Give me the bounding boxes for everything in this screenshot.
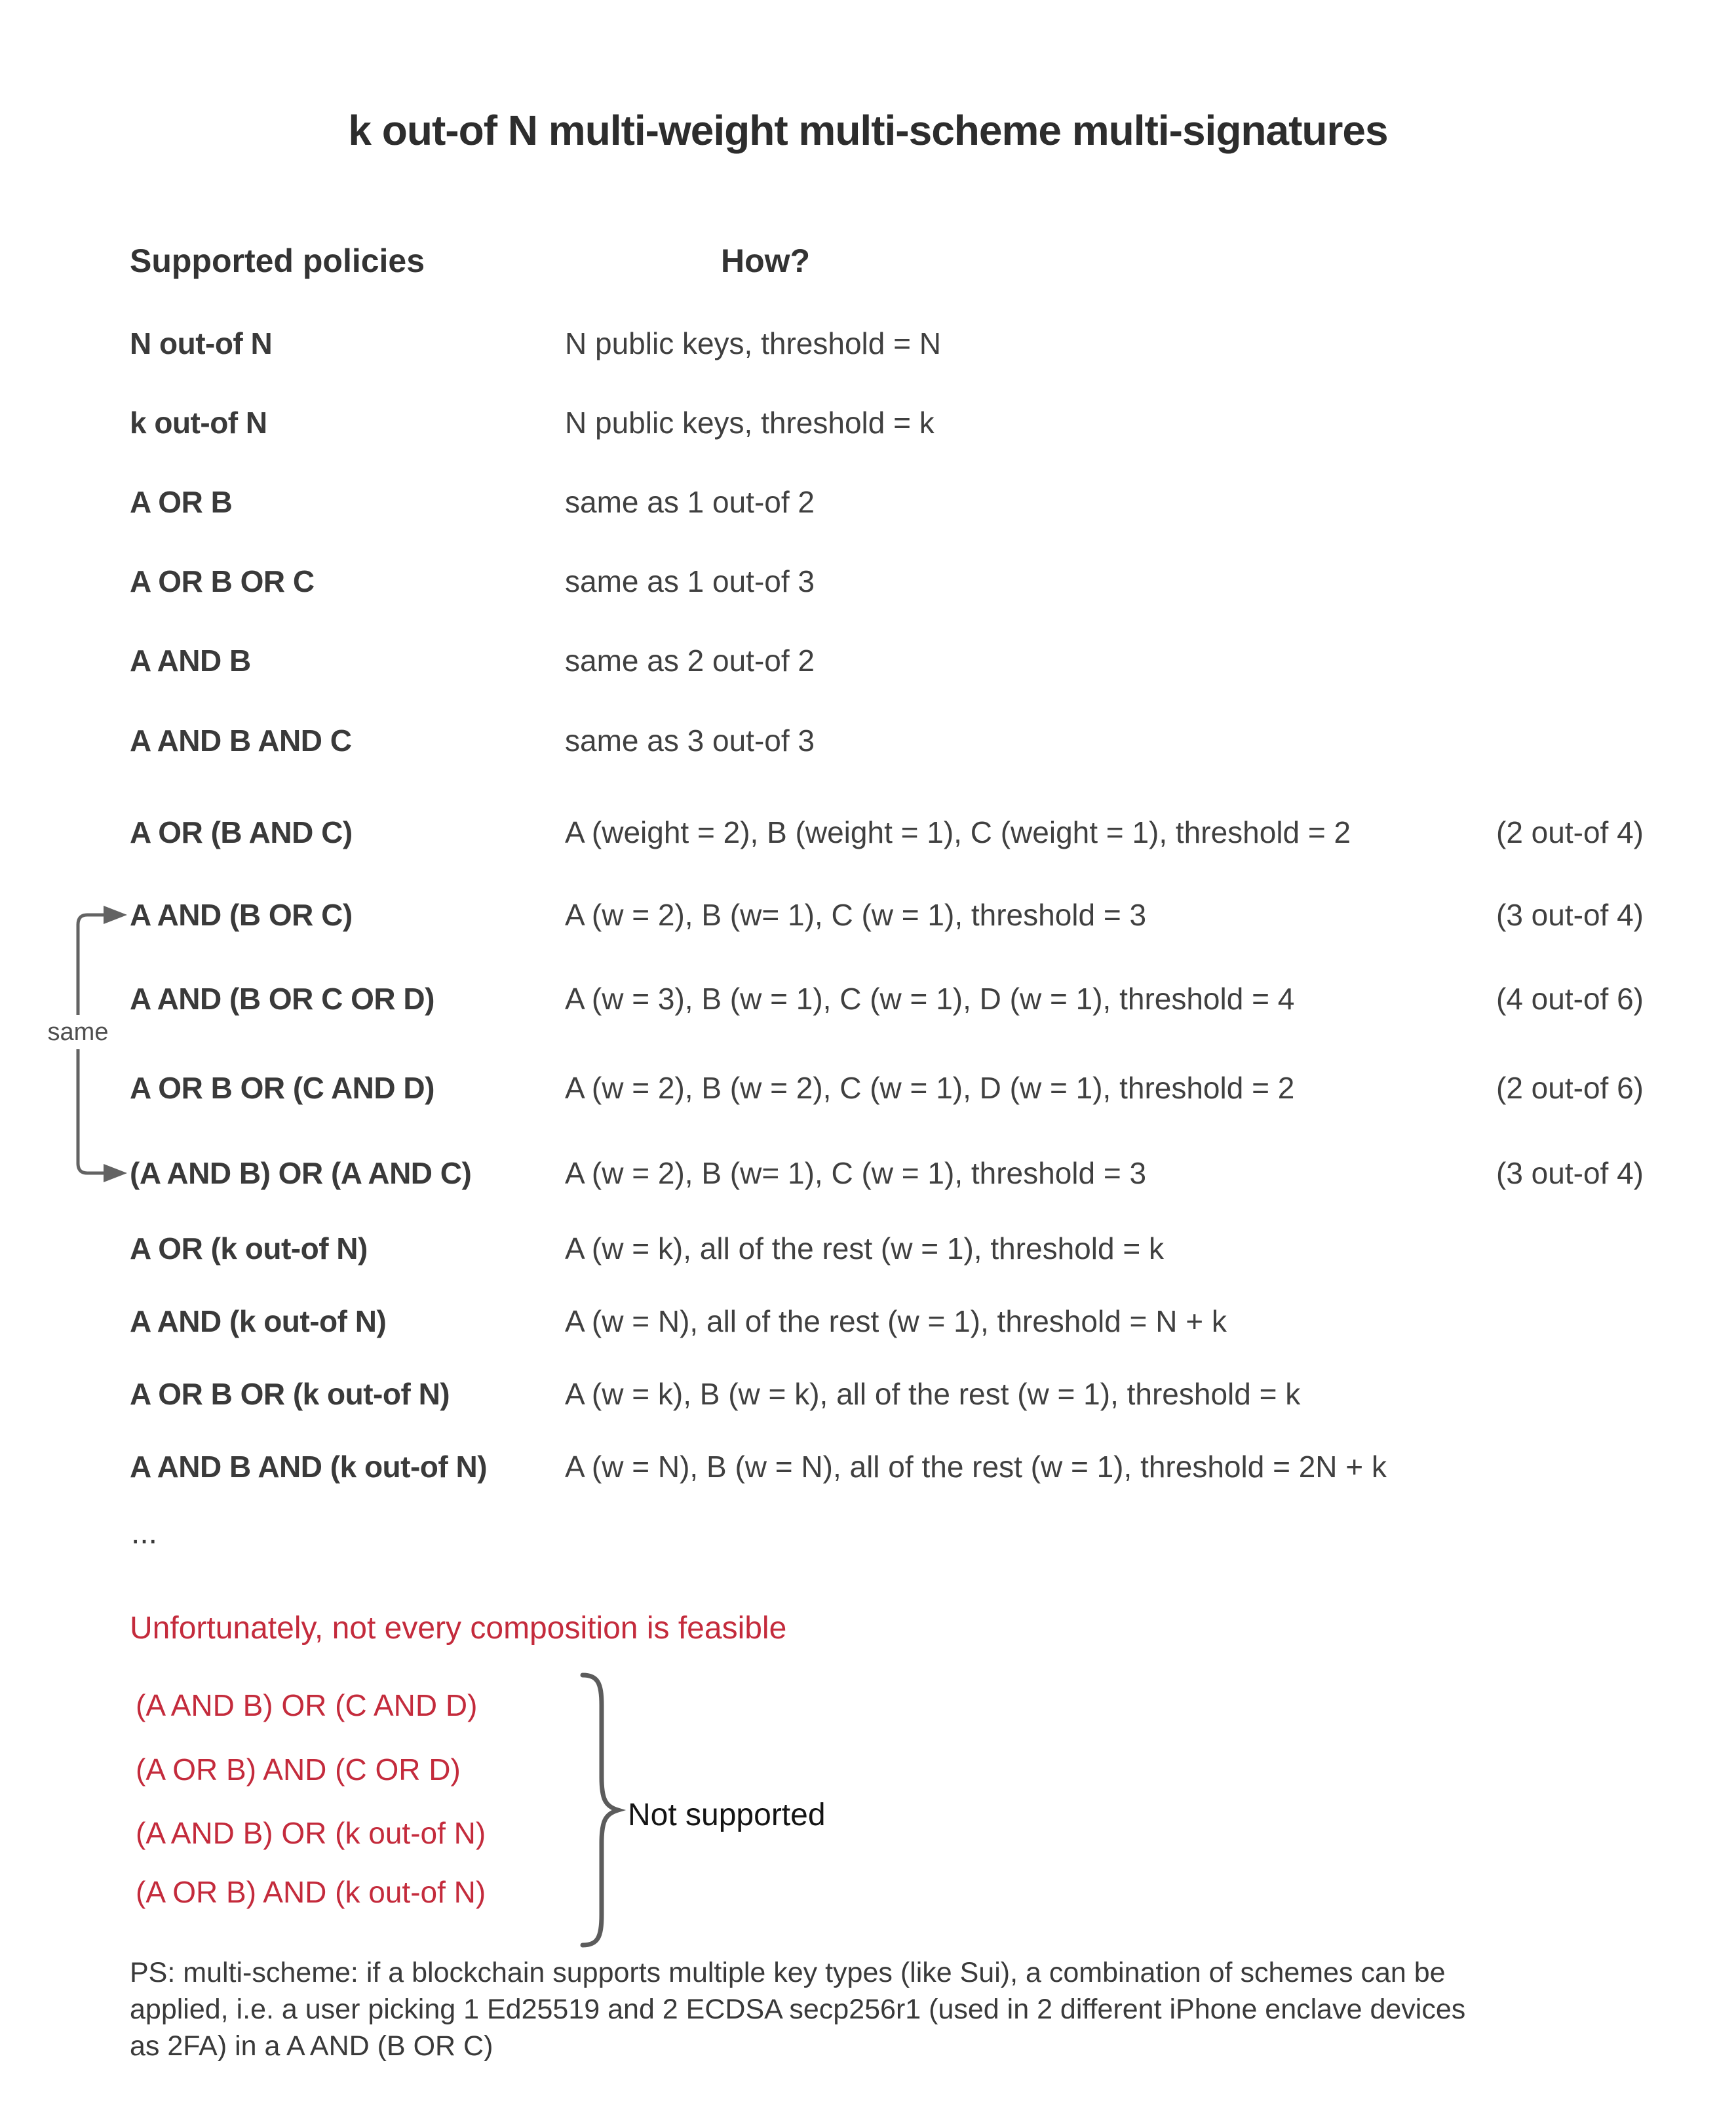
- policy-cell: A AND B AND (k out-of N): [130, 1450, 488, 1484]
- policy-cell: A AND B AND C: [130, 724, 352, 758]
- ps-note: [130, 1954, 1703, 2064]
- policy-cell: A AND B: [130, 644, 251, 678]
- ellipsis: ...: [131, 1516, 158, 1551]
- infeasible-item: (A AND B) OR (C AND D): [136, 1688, 478, 1722]
- how-cell: A (w = 2), B (w= 1), C (w = 1), threshold = 3: [565, 898, 1147, 932]
- policy-cell: A OR (k out-of N): [130, 1231, 368, 1266]
- not-supported-brace: [583, 1675, 618, 1945]
- policy-cell: A OR B OR C: [130, 564, 315, 598]
- same-label: same: [38, 1015, 118, 1049]
- policy-cell: N out-of N: [130, 326, 273, 360]
- note-cell: (4 out-of 6): [1496, 982, 1644, 1016]
- policy-cell: A OR B OR (C AND D): [130, 1071, 434, 1105]
- how-cell: A (w = N), all of the rest (w = 1), threshold = N + k: [565, 1304, 1227, 1338]
- note-cell: (3 out-of 4): [1496, 898, 1644, 932]
- column-header-policies: Supported policies: [130, 242, 425, 279]
- policy-cell: A AND (k out-of N): [130, 1304, 387, 1338]
- infeasible-item: (A OR B) AND (C OR D): [136, 1752, 461, 1787]
- policy-cell: A OR B OR (k out-of N): [130, 1377, 450, 1411]
- not-supported-label: Not supported: [628, 1798, 826, 1832]
- how-cell: N public keys, threshold = k: [565, 406, 935, 440]
- policy-cell: k out-of N: [130, 406, 267, 440]
- column-header-how: How?: [721, 242, 811, 279]
- how-cell: same as 3 out-of 3: [565, 724, 815, 758]
- how-cell: A (w = k), B (w = k), all of the rest (w = 1), threshold = k: [565, 1377, 1301, 1411]
- how-cell: A (weight = 2), B (weight = 1), C (weight = 1), threshold = 2: [565, 815, 1351, 849]
- infeasible-item: (A OR B) AND (k out-of N): [136, 1875, 486, 1909]
- page-title: k out-of N multi-weight multi-scheme multi-signatures: [348, 107, 1388, 154]
- policy-cell: A AND (B OR C): [130, 898, 353, 932]
- ps-line: PS: multi-scheme: if a blockchain supports multiple key types (like Sui), a combination of schemes can be: [130, 1957, 1446, 1988]
- how-cell: same as 1 out-of 2: [565, 485, 815, 519]
- how-cell: same as 1 out-of 3: [565, 564, 815, 598]
- note-cell: (2 out-of 6): [1496, 1071, 1644, 1105]
- how-cell: A (w = 2), B (w= 1), C (w = 1), threshold = 3: [565, 1156, 1147, 1190]
- ps-line: as 2FA) in a A AND (B OR C): [130, 2030, 493, 2062]
- how-cell: same as 2 out-of 2: [565, 644, 815, 678]
- policy-cell: (A AND B) OR (A AND C): [130, 1156, 472, 1190]
- how-cell: N public keys, threshold = N: [565, 326, 941, 360]
- infeasible-heading: Unfortunately, not every composition is feasible: [130, 1611, 787, 1646]
- policy-cell: A AND (B OR C OR D): [130, 982, 434, 1016]
- infeasible-item: (A AND B) OR (k out-of N): [136, 1816, 486, 1850]
- policy-cell: A OR B: [130, 485, 233, 519]
- how-cell: A (w = 3), B (w = 1), C (w = 1), D (w = 1), threshold = 4: [565, 982, 1295, 1016]
- note-cell: (3 out-of 4): [1496, 1156, 1644, 1190]
- ps-line: applied, i.e. a user picking 1 Ed25519 and 2 ECDSA secp256r1 (used in 2 different iPhone enclave devices: [130, 1994, 1466, 2025]
- how-cell: A (w = k), all of the rest (w = 1), threshold = k: [565, 1231, 1164, 1266]
- policy-cell: A OR (B AND C): [130, 815, 353, 849]
- note-cell: (2 out-of 4): [1496, 815, 1644, 849]
- how-cell: A (w = N), B (w = N), all of the rest (w = 1), threshold = 2N + k: [565, 1450, 1387, 1484]
- how-cell: A (w = 2), B (w = 2), C (w = 1), D (w = 1), threshold = 2: [565, 1071, 1295, 1105]
